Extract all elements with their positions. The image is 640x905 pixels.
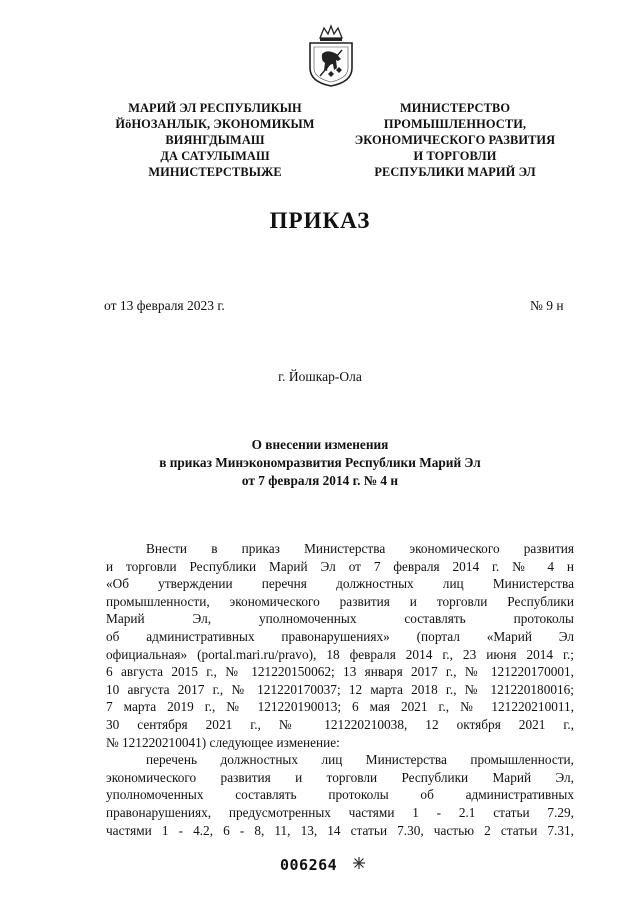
body-line: и торговли Республики Марий Эл от 7 февраля 2014 г. № 4 н: [106, 558, 574, 574]
subject-line: от 7 февраля 2014 г. № 4 н: [241, 473, 399, 488]
body-line: № 121220210041) следующее изменение:: [106, 734, 340, 750]
ministry-name-russian: [340, 100, 570, 180]
header-right-line: МИНИСТЕРСТВО: [399, 101, 511, 115]
serial-number: 006264: [280, 856, 338, 874]
document-body: [106, 540, 574, 839]
header-right-line: ПРОМЫШЛЕННОСТИ,: [383, 117, 527, 131]
body-line: 6 августа 2015 г., № 121220150062; 13 января 2017 г., № 121220170001,: [106, 664, 574, 680]
document-city: г. Йошкар-Ола: [278, 369, 362, 384]
body2-line: частями 1 - 4.2, 6 - 8, 11, 13, 14 статьи 7.30, частью 2 статьи 7.31,: [106, 822, 574, 838]
header-left-line: МАРИЙ ЭЛ РЕСПУБЛИКЫН: [128, 101, 302, 115]
header-right-line: И ТОРГОВЛИ: [413, 149, 497, 163]
body-line: «Об утверждении перечня должностных лиц Министерства: [106, 576, 574, 592]
star-mark-icon: [352, 856, 366, 870]
body-line: Внести в приказ Министерства экономического развития: [146, 541, 574, 556]
body-line: промышленности, экономического развития и торговли Республики: [106, 593, 574, 609]
header-left-line: ЙӧНОЗАНЛЫК, ЭКОНОМИКЫМ: [115, 117, 315, 131]
header-left-line: ДА САТУЛЫМАШ: [160, 149, 270, 163]
header-left-line: МИНИСТЕРСТВЫЖЕ: [148, 165, 282, 179]
document-date: от 13 февраля 2023 г.: [104, 298, 225, 313]
body-line: об административных правонарушениях» (портал «Марий Эл: [106, 628, 574, 644]
body-line: официальная» (portal.mari.ru/pravo), 18 февраля 2014 г., 23 июня 2014 г.;: [106, 646, 574, 662]
ministry-name-mari: [100, 100, 330, 180]
body2-line: уполномоченных составлять протоколы об административных: [106, 787, 574, 803]
subject-line: в приказ Минэкономразвития Республики Марий Эл: [159, 455, 481, 470]
body-line: 7 марта 2019 г., № 121220190013; 6 мая 2021 г., № 121220210011,: [106, 699, 574, 715]
subject-line: О внесении изменения: [251, 437, 389, 452]
document-title: ПРИКАЗ: [269, 208, 371, 233]
body2-line: правонарушениях, предусмотренных частями 1 - 2.1 статьи 7.29,: [106, 804, 574, 820]
header-right-line: ЭКОНОМИЧЕСКОГО РАЗВИТИЯ: [354, 133, 556, 147]
body-line: 10 августа 2017 г., № 121220170037; 12 марта 2018 г., № 121220180016;: [106, 681, 574, 697]
header-left-line: ВИЯНГДЫМАШ: [165, 133, 265, 147]
header-right-line: РЕСПУБЛИКИ МАРИЙ ЭЛ: [374, 165, 536, 179]
body-line: Марий Эл, уполномоченных составлять протоколы: [106, 611, 574, 627]
document-subject: [0, 436, 640, 490]
body-line: 30 сентября 2021 г., № 121220210038, 12 октября 2021 г.,: [106, 716, 574, 732]
document-number: № 9 н: [530, 298, 564, 313]
body2-line: перечень должностных лиц Министерства промышленности,: [146, 752, 574, 768]
coat-of-arms-icon: [306, 24, 356, 88]
body2-line: экономического развития и торговли Республики Марий Эл,: [106, 769, 574, 785]
